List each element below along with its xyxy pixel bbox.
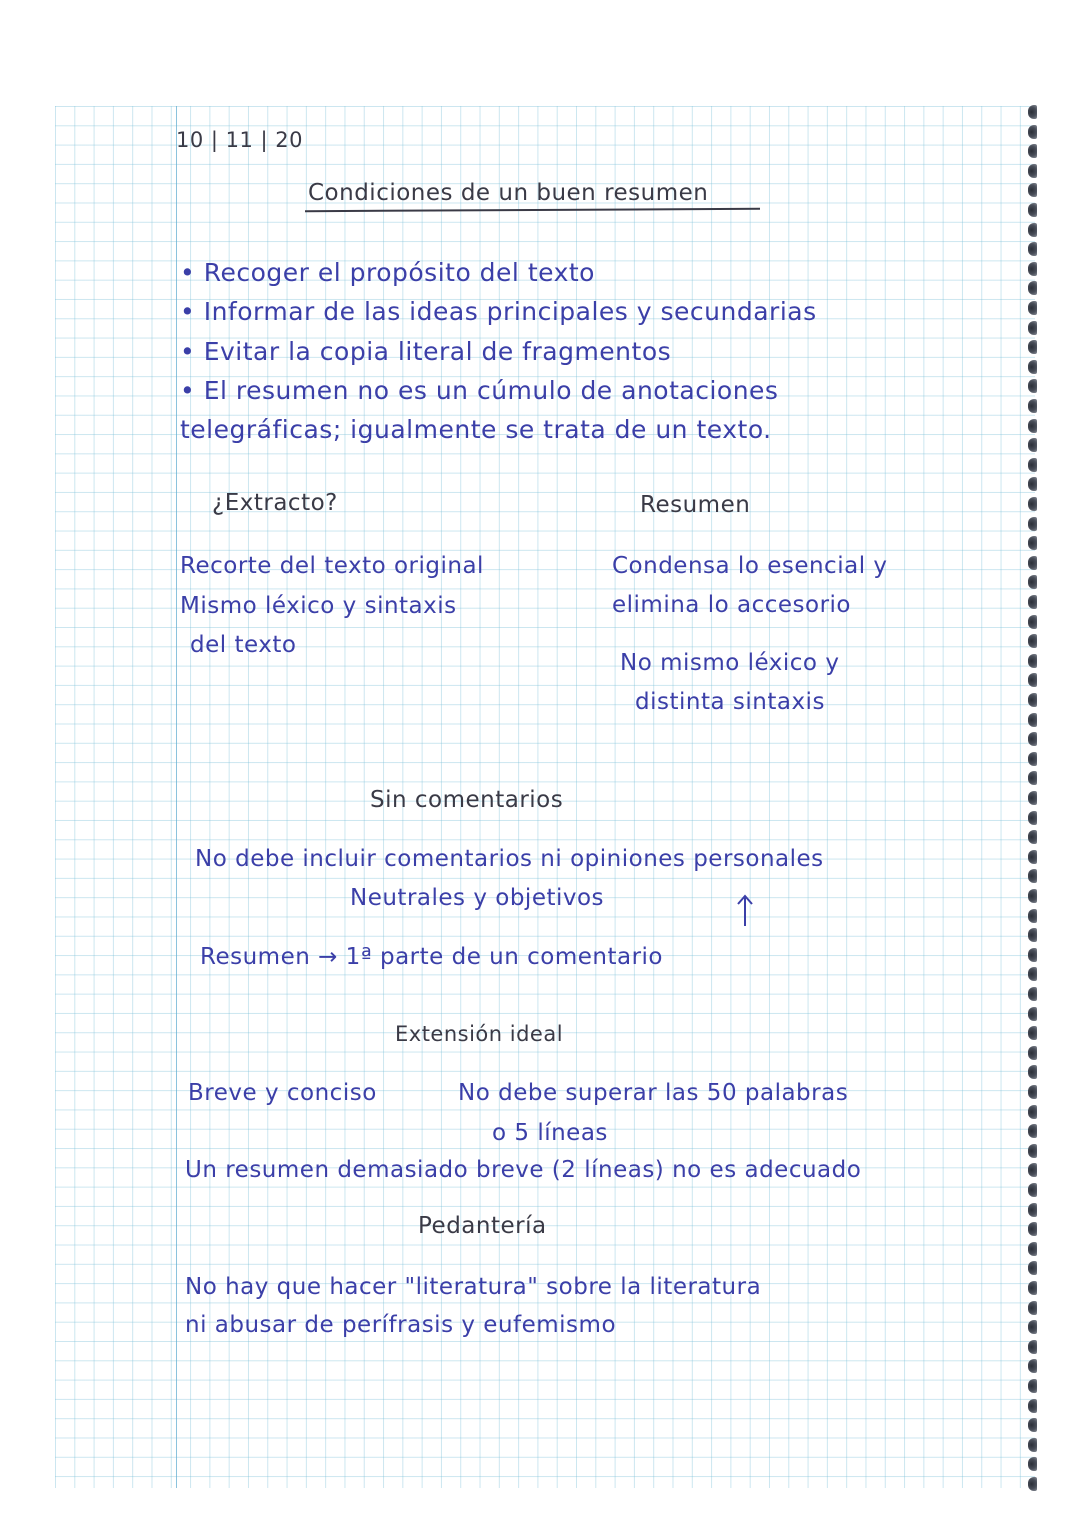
extracto-line-3: del texto [190,632,297,658]
spiral-hole [1028,1399,1037,1413]
bullet-4: • El resumen no es un cúmulo de anotaciones [180,376,779,405]
extracto-line-2: Mismo léxico y sintaxis [180,593,457,619]
spiral-hole [1028,379,1037,393]
arrow-up-icon [735,893,755,927]
spiral-hole [1028,1477,1037,1491]
margin-line [176,106,177,1488]
extension-right: No debe superar las 50 palabras [458,1080,849,1106]
spiral-hole [1028,1457,1037,1471]
spiral-hole [1028,1261,1037,1275]
spiral-hole [1028,575,1037,589]
spiral-hole [1028,144,1037,158]
spiral-hole [1028,1438,1037,1452]
spiral-hole [1028,536,1037,550]
extracto-heading: ¿Extracto? [212,490,338,516]
spiral-hole [1028,477,1037,491]
spiral-hole [1028,1359,1037,1373]
spiral-hole [1028,360,1037,374]
spiral-hole [1028,1222,1037,1236]
spiral-hole [1028,909,1037,923]
spiral-hole [1028,1046,1037,1060]
spiral-hole [1028,1144,1037,1158]
spiral-hole [1028,1379,1037,1393]
spiral-hole [1028,771,1037,785]
spiral-hole [1028,791,1037,805]
spiral-hole [1028,105,1037,119]
spiral-hole [1028,830,1037,844]
spiral-hole [1028,125,1037,139]
spiral-hole [1028,164,1037,178]
spiral-hole [1028,183,1037,197]
pedanteria-line-2: ni abusar de perífrasis y eufemismo [185,1312,617,1338]
spiral-hole [1028,634,1037,648]
spiral-hole [1028,419,1037,433]
spiral-hole [1028,242,1037,256]
spiral-hole [1028,713,1037,727]
spiral-hole [1028,1320,1037,1334]
spiral-hole [1028,1026,1037,1040]
spiral-hole [1028,928,1037,942]
spiral-hole [1028,1163,1037,1177]
spiral-hole [1028,811,1037,825]
spiral-hole [1028,850,1037,864]
spiral-hole [1028,556,1037,570]
sin-comentarios-line-2: Neutrales y objetivos [350,885,605,911]
spiral-hole [1028,517,1037,531]
spiral-hole [1028,262,1037,276]
spiral-hole [1028,654,1037,668]
bullet-2: • Informar de las ideas principales y secundarias [180,297,817,326]
bullet-4-continued: telegráficas; igualmente se trata de un texto. [180,415,772,444]
resumen-line-2: elimina lo accesorio [612,592,851,618]
sin-comentarios-line-3: Resumen → 1ª parte de un comentario [200,944,664,970]
spiral-hole [1028,340,1037,354]
bullet-1: • Recoger el propósito del texto [180,258,595,287]
resumen-line-3: No mismo léxico y [620,650,840,676]
date: 10 | 11 | 20 [176,128,304,152]
extension-heading: Extensión ideal [395,1022,564,1046]
sin-comentarios-heading: Sin comentarios [370,787,564,813]
spiral-hole [1028,321,1037,335]
spiral-hole [1028,203,1037,217]
spiral-hole [1028,1007,1037,1021]
extracto-line-1: Recorte del texto original [180,553,484,579]
pedanteria-heading: Pedantería [418,1213,547,1239]
sin-comentarios-line-1: No debe incluir comentarios ni opiniones personales [195,846,824,872]
spiral-hole [1028,987,1037,1001]
spiral-hole [1028,693,1037,707]
spiral-hole [1028,595,1037,609]
spiral-hole [1028,1301,1037,1315]
resumen-line-4: distinta sintaxis [635,689,825,715]
spiral-hole [1028,1418,1037,1432]
spiral-hole [1028,615,1037,629]
spiral-hole [1028,1065,1037,1079]
spiral-hole [1028,673,1037,687]
extension-left: Breve y conciso [188,1080,377,1106]
pedanteria-line-1: No hay que hacer "literatura" sobre la literatura [185,1274,762,1300]
spiral-hole [1028,497,1037,511]
spiral-hole [1028,889,1037,903]
spiral-hole [1028,1085,1037,1099]
resumen-line-1: Condensa lo esencial y [612,553,888,579]
spiral-hole [1028,438,1037,452]
spiral-hole [1028,948,1037,962]
extension-right-2: o 5 líneas [492,1120,608,1146]
spiral-hole [1028,752,1037,766]
spiral-hole [1028,301,1037,315]
spiral-hole [1028,1203,1037,1217]
spiral-hole [1028,1340,1037,1354]
page-title: Condiciones de un buen resumen [308,180,709,206]
spiral-hole [1028,732,1037,746]
spiral-hole [1028,458,1037,472]
spiral-hole [1028,1105,1037,1119]
spiral-hole [1028,967,1037,981]
spiral-hole [1028,1183,1037,1197]
extension-line-3: Un resumen demasiado breve (2 líneas) no es adecuado [185,1157,862,1183]
spiral-hole [1028,1124,1037,1138]
spiral-hole [1028,1281,1037,1295]
resumen-heading: Resumen [640,492,751,518]
spiral-hole [1028,399,1037,413]
spiral-hole [1028,281,1037,295]
spiral-hole [1028,223,1037,237]
bullet-3: • Evitar la copia literal de fragmentos [180,337,672,366]
spiral-hole [1028,1242,1037,1256]
spiral-binding [1026,100,1040,1490]
spiral-hole [1028,869,1037,883]
